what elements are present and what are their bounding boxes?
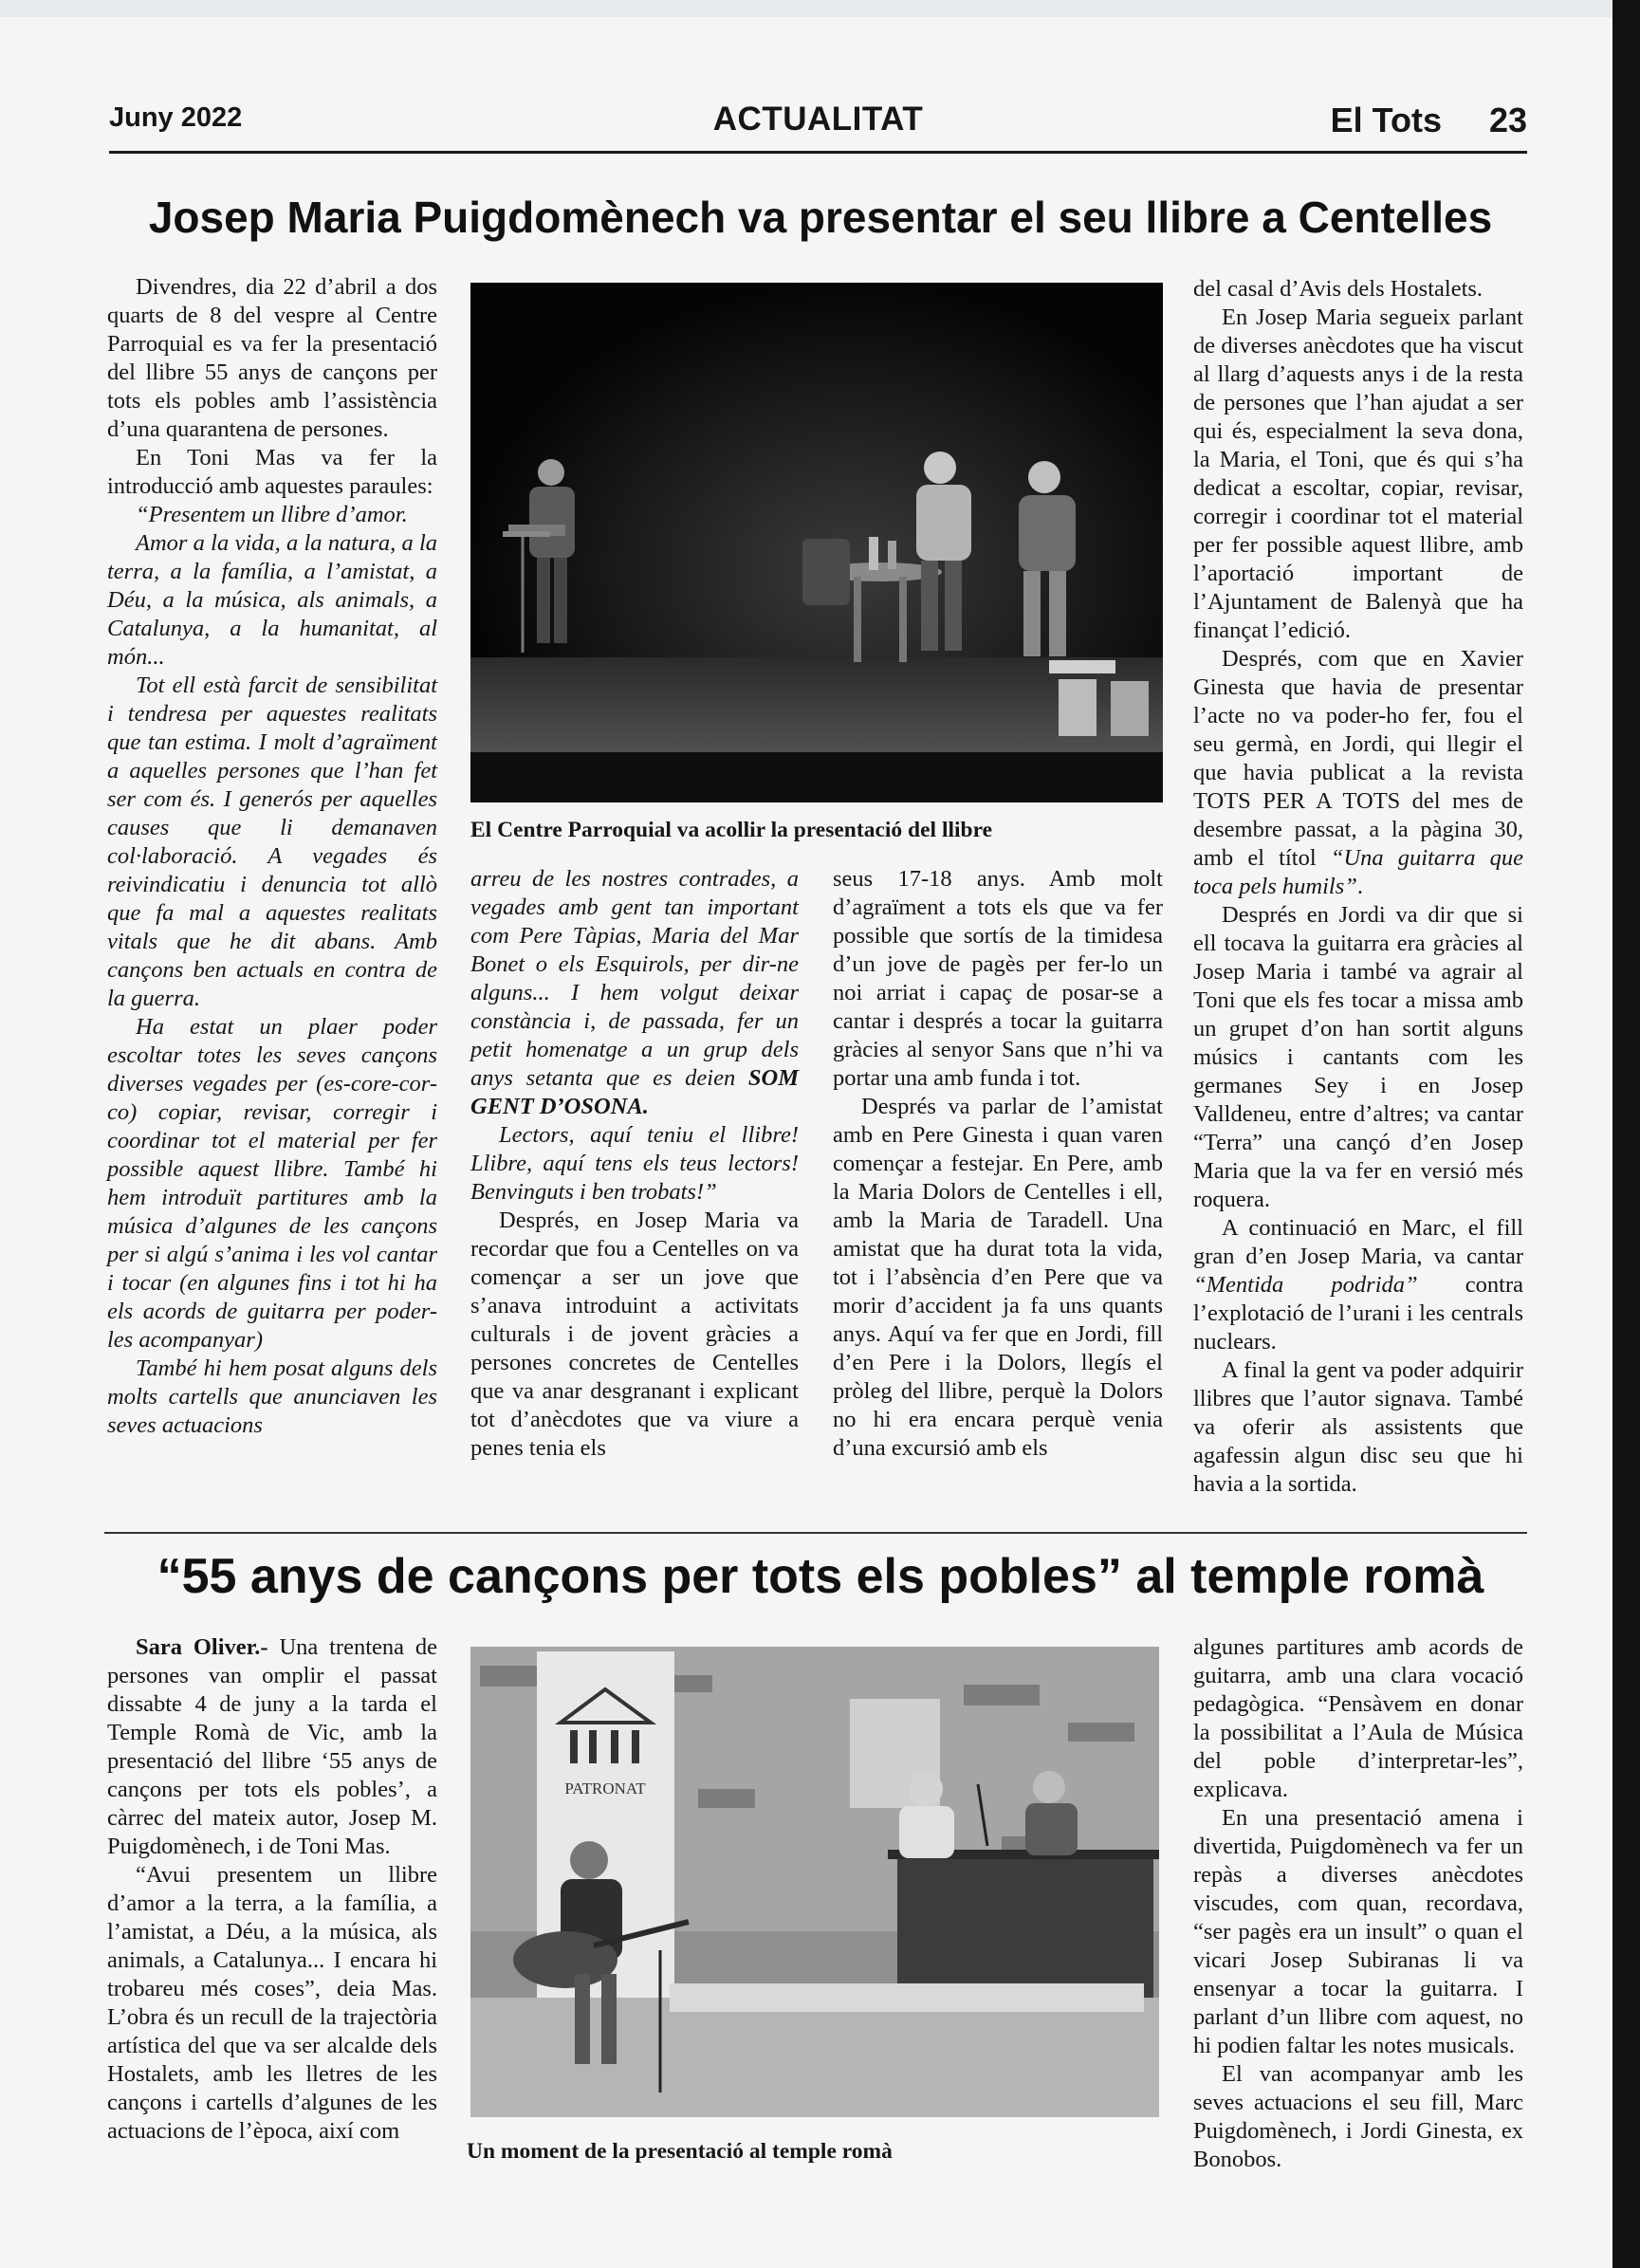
article1-quote: arreu de les nostres contrades, a vegades amb gent tan important com Pere Tàpias, Maria del Mar Bonet o els Esquirols, per dir-ne alguns... I hem volgut deixar constància i, de passada, fer un petit homenatge a un grup dels anys setanta que es deien	[470, 866, 799, 1091]
article1-paragraph: En Toni Mas va fer la introducció amb aquestes paraules:	[107, 445, 437, 499]
article1-quote: També hi hem posat alguns dels molts cartells que anunciaven les seves actuacions	[107, 1355, 437, 1438]
page-number: 23	[1488, 101, 1527, 139]
article1-photo-caption: El Centre Parroquial va acollir la presentació del llibre	[470, 818, 993, 842]
issue-date: Juny 2022	[109, 102, 243, 133]
stage-scene-image	[470, 283, 1163, 802]
article1-paragraph: Després va parlar de l’amistat amb en Pere Ginesta i quan varen començar a festejar. En Pere, amb la Maria Dolors de Centelles i ell, amb la Maria de Taradell. Una amistat que ha durat tota la vida, tot i l’absència d’en Pere que va morir d’accident ja fa uns quants anys. Aquí va fer que en Jordi, fill d’en Pere i la Dolors, llegís el pròleg del llibre, perquè la Dolors no hi era encara perquè venia d’una excursió amb els	[833, 1094, 1163, 1461]
article1-quote: “Mentida podrida”	[1193, 1272, 1418, 1298]
header-divider	[109, 151, 1527, 154]
article1-column-4	[1193, 275, 1523, 1499]
article2-paragraph: En una presentació amena i divertida, Puigdomènech va fer un repàs a diverses anècdotes viscudes, com quan, recordava, “ser pagès era un insult” o quan el vicari Josep Subiranas li va ensenyar a tocar la guitarra. I parlant d’un llibre com aquest, no hi podien faltar les notes musicals.	[1193, 1805, 1523, 2058]
temple-scene-image	[470, 1647, 1159, 2117]
article1-paragraph: Després, en Josep Maria va recordar que fou a Centelles on va començar a ser un jove que s’anava introduint a activitats culturals i de jovent gràcies a persones concretes de Centelles que va anar desgranant i explicant tot d’anècdotes que va viure a penes tenia els	[470, 1208, 799, 1461]
article1-paragraph: Després en Jordi va dir que si ell tocava la guitarra era gràcies al Josep Maria i també va agrair al Toni que els fes tocar a missa amb un grupet d’on han sortit alguns músics i cantants com les germanes Sey i en Josep Valldeneu, entre d’altres; va cantar “Terra” una cançó d’en Josep Maria que la va fer en versió més roquera.	[1193, 902, 1523, 1212]
article2-paragraph: algunes partitures amb acords de guitarra, amb una clara vocació pedagògica. “Pensàvem en donar la possibilitat a l’Aula de Música del poble d’interpretar-les”, explicava.	[1193, 1634, 1523, 1802]
banner-text: PATRONAT	[564, 1779, 646, 1798]
article1-photo	[470, 283, 1163, 802]
article-divider	[104, 1532, 1527, 1534]
article1-headline: Josep Maria Puigdomènech va presentar el seu llibre a Centelles	[148, 193, 1493, 242]
article1-paragraph-end: .	[1356, 874, 1363, 899]
article1-quote: “Una guitarra que toca pels humils”	[1193, 845, 1523, 899]
article2-paragraph: Una trentena de persones van omplir el passat dissabte 4 de juny a la tarda el Temple Romà de Vic, amb la presentació del llibre ‘55 anys de cançons per tots els pobles’, a càrrec del mateix autor, Josep M. Puigdomènech, i de Toni Mas.	[107, 1634, 437, 1859]
article1-column-1	[107, 273, 437, 1440]
scan-edge	[1612, 0, 1640, 2268]
article2-paragraph: “Avui presentem un llibre d’amor a la terra, a la família, a l’amistat, a Déu, a la música, als animals, a Catalunya... I encara hi trobareu més coses”, deia Mas. L’obra és un recull de la trajectòria artística del que va ser alcalde dels Hostalets, amb les lletres de les cançons i cartells d’algunes de les actuacions de l’època, així com	[107, 1862, 437, 2144]
article2-photo	[470, 1647, 1159, 2117]
section-title: ACTUALITAT	[712, 101, 924, 138]
article2-headline: “55 anys de cançons per tots els pobles” al temple romà	[157, 1549, 1484, 1604]
page-header	[109, 95, 1527, 152]
article1-quote: Tot ell està farcit de sensibilitat i tendresa per aquestes realitats que tan estima. I molt d’agraïment a aquelles persones que l’han fet ser com és. I generós per aquelles causes que li demanaven col·laboració. A vegades és reivindicatiu i denuncia tot allò que fa mal a aquestes realitats vitals que he dit abans. Amb cançons ben actuals en contra de la guerra.	[107, 673, 437, 1011]
article2-column-3	[1193, 1633, 1523, 2174]
article1-paragraph-end: contra l’explotació de l’urani i les centrals nuclears.	[1193, 1272, 1523, 1355]
article1-paragraph: A continuació en Marc, el fill gran d’en Josep Maria, va cantar	[1193, 1215, 1523, 1269]
article1-paragraph: seus 17-18 anys. Amb molt d’agraïment a tots els que va fer possible que sortís de la timidesa d’un jove de pagès per fer-lo un noi arriat i capaç de posar-se a cantar i després a tocar la guitarra gràcies al senyor Sans que n’hi va portar una amb funda i tot.	[833, 866, 1163, 1091]
article1-quote: Lectors, aquí teniu el llibre! Llibre, aquí tens els teus lectors! Benvinguts i ben trobats!”	[470, 1122, 799, 1205]
article1-paragraph: Divendres, dia 22 d’abril a dos quarts de 8 del vespre al Centre Parroquial es va fer la presentació del llibre 55 anys de cançons per tots els pobles amb l’assistència d’una quarantena de persones.	[107, 274, 437, 442]
article2-column-1	[107, 1633, 437, 2146]
article1-quote: “Presentem un llibre d’amor.	[136, 502, 408, 527]
article1-quote-bold: SOM GENT D’OSONA.	[470, 1065, 799, 1119]
article1-quote: Amor a la vida, a la natura, a la terra, a la família, a l’amistat, a Déu, a la música, als animals, a Catalunya, a la humanitat, al món...	[107, 530, 437, 670]
article1-paragraph: del casal d’Avis dels Hostalets.	[1193, 276, 1483, 302]
article1-quote: Ha estat un plaer poder escoltar totes les seves cançons diverses vegades per (es-core-cor-co) copiar, revisar, corregir i coordinar tot el material per fer possible aquest llibre. També hi hem introduït partitures amb la música d’algunes de les cançons per si algú s’anima i les vol cantar i tocar (en algunes fins i tot hi ha els acords de guitarra per poder-les acompanyar)	[107, 1014, 437, 1353]
article2-paragraph: El van acompanyar amb les seves actuacions el seu fill, Marc Puigdomènech, i Jordi Ginesta, ex Bonobos.	[1193, 2061, 1523, 2172]
publication-name: El Tots	[1330, 101, 1442, 139]
article1-paragraph: En Josep Maria segueix parlant de diverses anècdotes que ha viscut al llarg d’aquests anys i de la resta de persones que l’han ajudat a ser qui és, especialment la seva dona, la Maria, el Toni, que és qui s’ha dedicat a escoltar, copiar, revisar, corregir i coordinar tot el material per fer possible aquest llibre, amb l’aportació important de l’Ajuntament de Balenyà que ha finançat l’edició.	[1193, 304, 1523, 643]
page-top-strip	[0, 0, 1612, 17]
article1-column-3	[833, 865, 1163, 1463]
article2-author: Sara Oliver.-	[136, 1634, 268, 1660]
article2-photo-caption: Un moment de la presentació al temple romà	[467, 2139, 893, 2164]
article1-paragraph: Després, com que en Xavier Ginesta que havia de presentar l’acte no va poder-ho fer, fou el seu germà, en Jordi, qui llegir el que havia publicat a la revista TOTS PER A TOTS del mes de desembre passat, a la pàgina 30, amb el títol	[1193, 646, 1523, 871]
article1-paragraph: A final la gent va poder adquirir llibres que l’autor signava. També va oferir als assistents que agafessin algun disc seu que hi havia a la sortida.	[1193, 1357, 1523, 1497]
article1-column-2	[470, 865, 799, 1463]
